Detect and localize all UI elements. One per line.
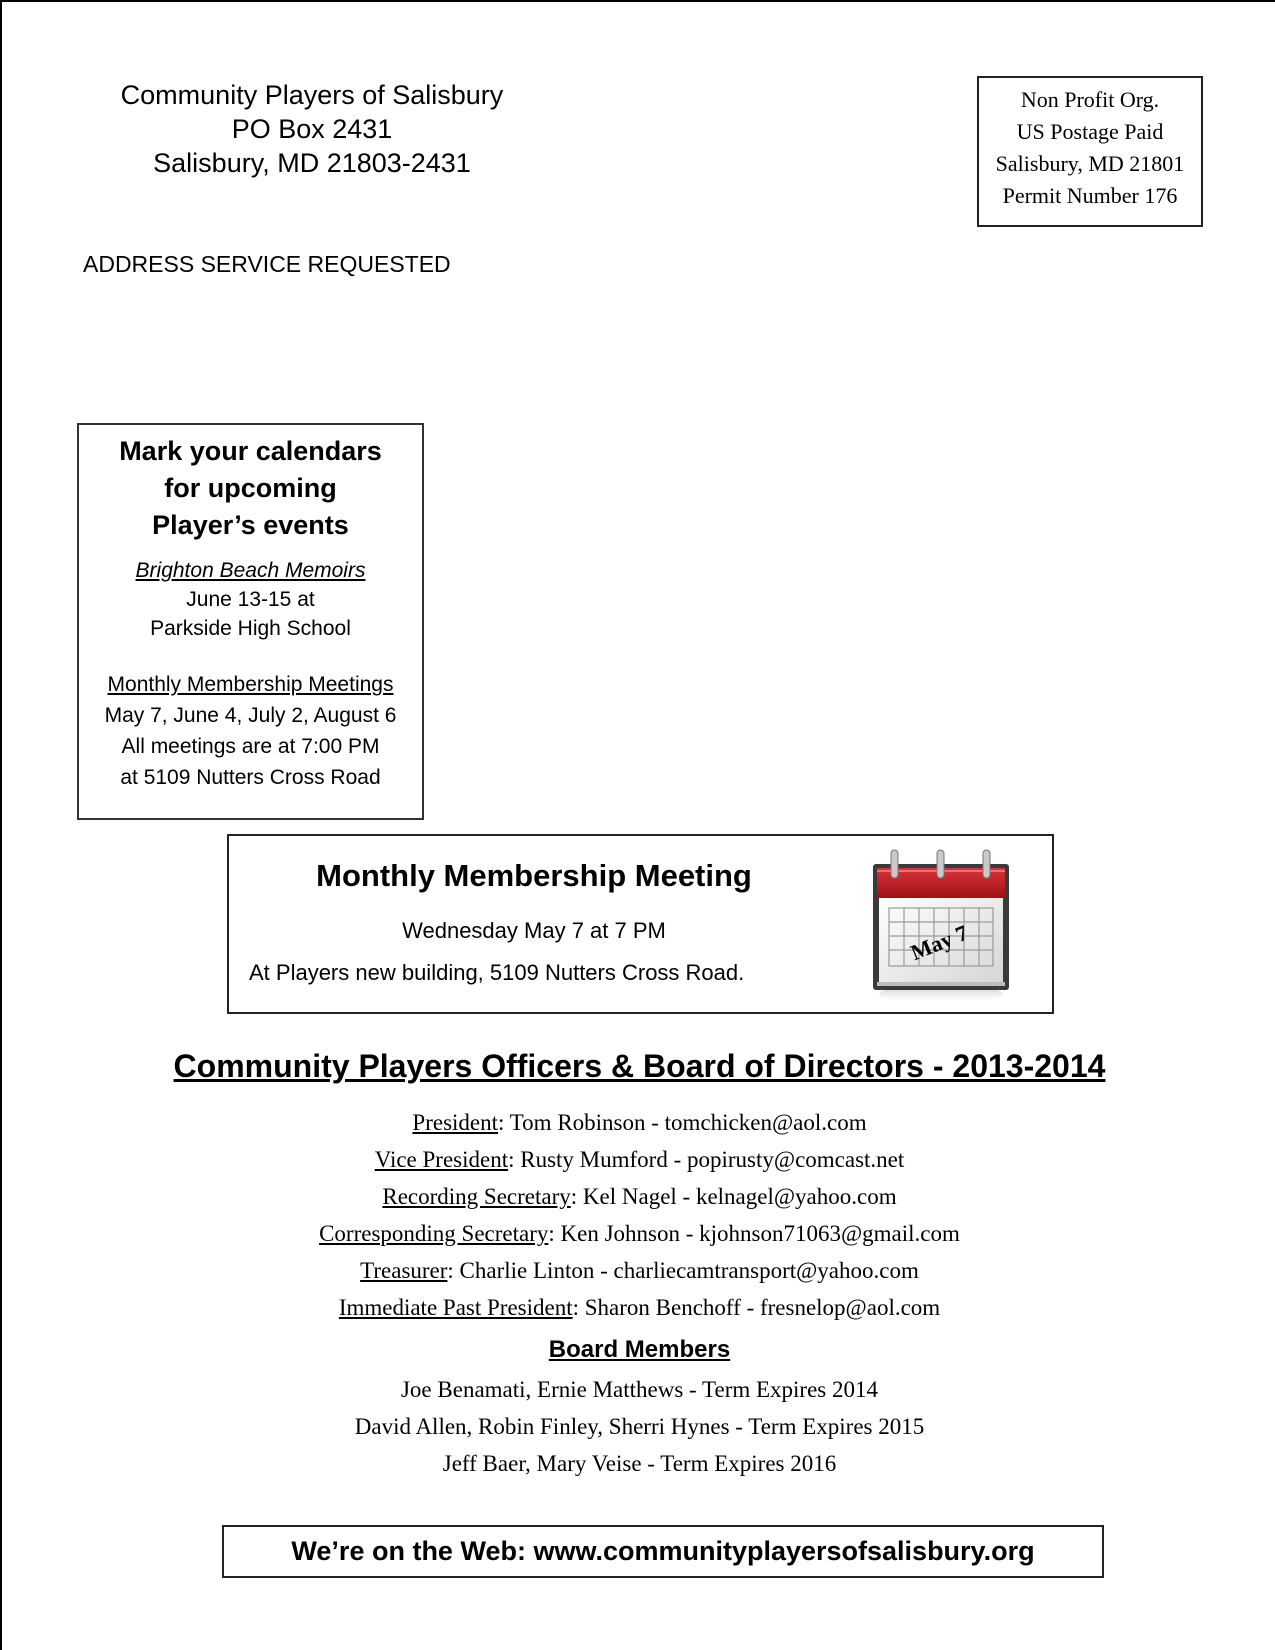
- calendar-icon: [867, 846, 1015, 1006]
- officers-list: [2, 1104, 1275, 1326]
- officer-row: [2, 1178, 1275, 1215]
- board-row: Joe Benamati, Ernie Matthews - Term Expires 2014: [400, 1377, 878, 1402]
- meeting-when: Wednesday May 7 at 7 PM: [402, 918, 666, 943]
- meetings-event: [79, 669, 422, 793]
- officer-role: Vice President: [374, 1147, 509, 1172]
- address-service-requested: ADDRESS SERVICE REQUESTED: [83, 251, 451, 277]
- officer-role: Treasurer: [360, 1258, 448, 1283]
- postage-line: Non Profit Org.: [1020, 87, 1160, 112]
- officer-detail: : Kel Nagel - kelnagel@yahoo.com: [570, 1184, 897, 1209]
- meeting-time: All meetings are at 7:00 PM: [121, 735, 380, 758]
- po-box: PO Box 2431: [231, 114, 393, 144]
- postage-line: Salisbury, MD 21801: [995, 151, 1185, 176]
- upcoming-events-box: [77, 423, 424, 820]
- meeting-dates: May 7, June 4, July 2, August 6: [104, 704, 397, 727]
- heading-line: for upcoming: [164, 473, 337, 503]
- board-members-heading: Board Members: [548, 1336, 731, 1363]
- calendar-date-label: May 7: [907, 919, 972, 966]
- board-row: Jeff Baer, Mary Veise - Term Expires 2016: [442, 1451, 837, 1476]
- heading-line: Mark your calendars: [119, 436, 382, 466]
- officers-heading: Community Players Officers & Board of Directors - 2013-2014: [173, 1048, 1106, 1084]
- show-dates: June 13-15 at: [186, 588, 315, 611]
- officer-row: [2, 1252, 1275, 1289]
- board-members-list: [2, 1371, 1275, 1482]
- board-row: David Allen, Robin Finley, Sherri Hynes - Term Expires 2015: [354, 1414, 925, 1439]
- postage-line: Permit Number 176: [1002, 183, 1178, 208]
- show-title: Brighton Beach Memoirs: [135, 559, 366, 582]
- officer-detail: : Rusty Mumford - popirusty@comcast.net: [508, 1147, 905, 1172]
- officer-role: Corresponding Secretary: [319, 1221, 549, 1246]
- officer-detail: : Charlie Linton - charliecamtransport@yahoo.com: [447, 1258, 919, 1283]
- officer-detail: : Sharon Benchoff - fresnelop@aol.com: [572, 1295, 941, 1320]
- show-venue: Parkside High School: [150, 617, 351, 640]
- officer-detail: : Ken Johnson - kjohnson71063@gmail.com: [548, 1221, 960, 1246]
- postage-indicia: [977, 76, 1203, 227]
- meetings-title: Monthly Membership Meetings: [107, 673, 394, 696]
- officer-detail: : Tom Robinson - tomchicken@aol.com: [498, 1110, 867, 1135]
- officer-role: Immediate Past President: [338, 1295, 573, 1320]
- heading-line: Player’s events: [152, 510, 349, 540]
- org-name: Community Players of Salisbury: [120, 80, 504, 110]
- officer-row: [2, 1141, 1275, 1178]
- show-event: [79, 556, 422, 643]
- return-address: [97, 78, 527, 180]
- officer-role: Recording Secretary: [382, 1184, 571, 1209]
- meeting-where: At Players new building, 5109 Nutters Cross Road.: [249, 960, 745, 985]
- postage-line: US Postage Paid: [1016, 119, 1164, 144]
- monthly-meeting-box: [227, 834, 1054, 1014]
- events-heading: [79, 433, 422, 544]
- meeting-title: Monthly Membership Meeting: [316, 858, 752, 893]
- website-banner: We’re on the Web: www.communityplayersofsalisbury.org: [222, 1525, 1104, 1578]
- officer-role: President: [412, 1110, 499, 1135]
- meeting-location: at 5109 Nutters Cross Road: [120, 766, 381, 789]
- officer-row: [2, 1104, 1275, 1141]
- officer-row: [2, 1289, 1275, 1326]
- officer-row: [2, 1215, 1275, 1252]
- city-state-zip: Salisbury, MD 21803-2431: [153, 148, 471, 178]
